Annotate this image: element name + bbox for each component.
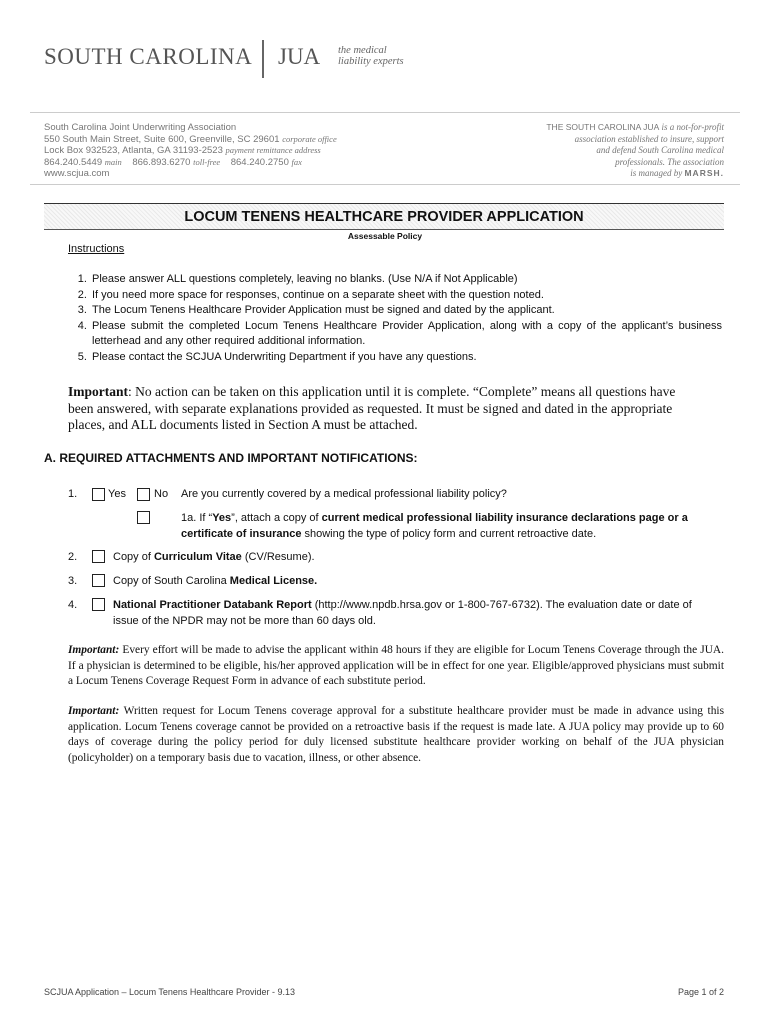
org-name: South Carolina Joint Underwriting Association [44,122,237,133]
footer-page-number: Page 1 of 2 [677,987,724,997]
q3-prefix: Copy of South Carolina [113,575,230,587]
lockbox-line: Lock Box 932523, Atlanta, GA 31193-2523 [44,145,223,157]
q1-yes-checkbox[interactable] [92,488,105,501]
about-block [546,122,724,180]
instruction-item: 4. Please submit the completed Locum Tenens Healthcare Provider Application, along with a copy of the applicant’s business letterhead and any other required additional information. [90,319,722,350]
q1-no-label: No [154,488,169,500]
note2-label: Important: [68,705,120,717]
brand-state: SOUTH CAROLINA [44,44,253,69]
tagline-line1: the medical [338,45,387,56]
logo-divider [262,40,264,78]
page-title: LOCUM TENENS HEALTHCARE PROVIDER APPLICATION [184,209,584,225]
q1-no-checkbox[interactable] [137,488,150,501]
q4-tail: (http://www.npdb.hrsa.gov or 1-800-767-6732). The evaluation date or date of issue of the NPDR may not be more than 60 days old. [113,599,692,627]
phone-main: 864.240.5449 [44,156,103,168]
header-rule-bottom [30,184,740,185]
note1-label: Important: [68,644,120,656]
instruction-item: 1. Please answer ALL questions completely, leaving no blanks. (Use N/A if Not Applicable) [90,272,722,288]
about-name: THE SOUTH CAROLINA JUA [546,122,660,132]
q4-number: 4. [68,599,78,611]
q3-bold: Medical License. [229,575,318,587]
q1a-text [181,511,701,542]
about-line1: is a not-for-profit [661,122,724,132]
q2-checkbox[interactable] [92,550,105,563]
note2-text: Written request for Locum Tenens coverage approval for a substitute healthcare provider must be made in advance using this application. Locum Tenens coverage cannot be provided on a retroactive basis if the request is made late. A JUA policy may provide up to 60 days of coverage during the policy period for duly licensed substitute healthcare provider working on behalf of the JUA physician (policyholder) on a temporary basis due to vacation, illness, or other absence. [68,705,724,764]
website-link[interactable]: www.scjua.com [44,168,110,180]
title-banner [44,203,724,230]
phone-fax: 864.240.2750 [230,156,289,168]
header-rule-top [30,112,740,113]
q3-number: 3. [68,575,78,587]
about-line3: and defend South Carolina medical [596,145,724,156]
important-label: Important [68,384,128,399]
section-a-title: REQUIRED ATTACHMENTS AND IMPORTANT NOTIFICATIONS: [59,451,418,465]
phone-main-note: main [104,156,122,167]
brand-tagline [338,45,404,67]
q1-number: 1. [68,488,78,500]
footer-doc-id: SCJUA Application – Locum Tenens Healthcare Provider - 9.13 [44,987,295,997]
instructions-heading: Instructions [68,243,125,255]
phone-tollfree: 866.893.6270 [132,156,191,168]
address-line: 550 South Main Street, Suite 600, Greenville, SC 29601 [44,133,280,145]
brand-jua: JUA [278,44,321,69]
q4-bold: National Practitioner Databank Report [113,599,312,611]
section-a-letter: A. [44,451,56,465]
q4-text [113,598,698,629]
about-line2: association established to insure, support [574,133,724,144]
q1a-mid: ”, attach a copy of [231,512,322,524]
q4-checkbox[interactable] [92,598,105,611]
q1a-tail: showing the type of policy form and current retroactive date. [301,527,597,540]
q2-bold: Curriculum Vitae [153,551,242,563]
lockbox-note: payment remittance address [225,145,321,156]
q2-prefix: Copy of [113,551,154,563]
q2-text [113,550,315,566]
about-line5: is managed by [630,168,683,179]
important-notice [68,384,700,434]
tagline-line2: liability experts [338,56,404,67]
important-text: : No action can be taken on this application until it is complete. “Complete” means all questions have been answered, with separate explanations provided as requested. It must be signed and dated in the appropriate places, and ALL documents listed in Section A must be attached. [68,384,676,432]
q1-question: Are you currently covered by a medical professional liability policy? [181,488,507,500]
q3-text [113,574,317,590]
instruction-item: 2. If you need more space for responses, continue on a separate sheet with the question noted. [90,288,722,304]
contact-block [44,122,337,180]
instructions-list [68,272,722,366]
q1a-checkbox[interactable] [137,511,150,524]
marsh-logo: MARSH. [684,168,724,179]
section-a-heading [44,451,418,465]
q1-yes-label: Yes [108,488,126,500]
q1a-yes: Yes [212,512,232,524]
q2-tail: (CV/Resume). [241,551,315,563]
q2-number: 2. [68,551,78,563]
q3-checkbox[interactable] [92,574,105,587]
phone-tollfree-note: toll-free [193,156,221,167]
about-line4: professionals. The association [615,156,724,167]
q1a-prefix: 1a. If “ [181,512,213,524]
instruction-item: 5. Please contact the SCJUA Underwriting Department if you have any questions. [90,350,722,366]
note1-text: Every effort will be made to advise the applicant within 48 hours if they are eligible for Locum Tenens Coverage through the JUA. If a physician is determined to be eligible, his/her approved application will be in effect for one year. Eligible/approved physicians must submit a Locum Tenens Coverage Request Form in advance of each substitute period. [68,644,724,688]
important-note-eligibility [68,643,724,690]
address-note: corporate office [282,133,337,144]
important-note-request [68,704,724,766]
page-subtitle: Assessable Policy [347,231,423,241]
q1a-bold: current medical professional liability insurance declarations page or a certificate of insurance [181,512,688,540]
phone-fax-note: fax [291,156,302,167]
instruction-item: 3. The Locum Tenens Healthcare Provider Application must be signed and dated by the applicant. [90,303,722,319]
